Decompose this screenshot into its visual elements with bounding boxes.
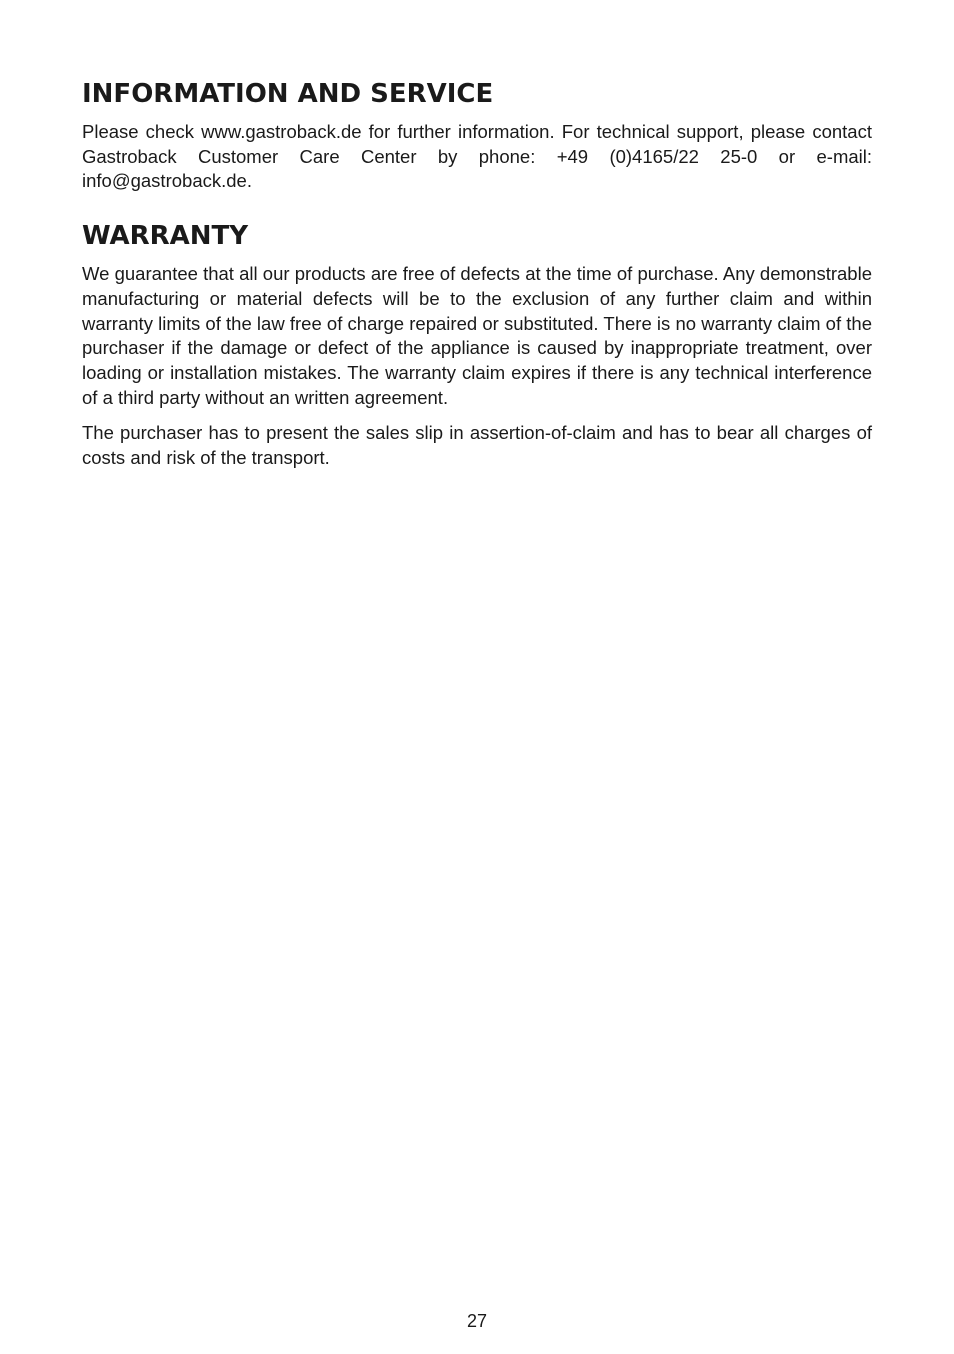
information-and-service-text: Please check www.gastroback.de for further information. For technical support, please contact Gastroback Customer Care Center by phone: +49 (0)4165/22 25-0 or e-mail: info@gastroback.de. [82,121,872,192]
warranty-section [82,220,872,471]
warranty-paragraph-2: The purchaser has to present the sales slip in assertion-of-claim and has to bear all charges of costs and risk of the transport. [82,422,872,469]
warranty-paragraph-1: We guarantee that all our products are free of defects at the time of purchase. Any demonstrable manufacturing or material defects will be to the exclusion of any further claim and within warranty limits of the law free of charge repaired or substituted. There is no warranty claim of the purchaser if the damage or defect of the appliance is caused by inappropriate treatment, over loading or installation mistakes. The warranty claim expires if there is any technical interference of a third party without an written agreement. [82,263,872,408]
information-and-service-heading: INFORMATION AND SERVICE [82,79,494,109]
information-and-service-section [82,78,872,194]
page-content [82,78,872,471]
page-number: 27 [466,1311,488,1331]
warranty-heading: WARRANTY [82,221,249,252]
